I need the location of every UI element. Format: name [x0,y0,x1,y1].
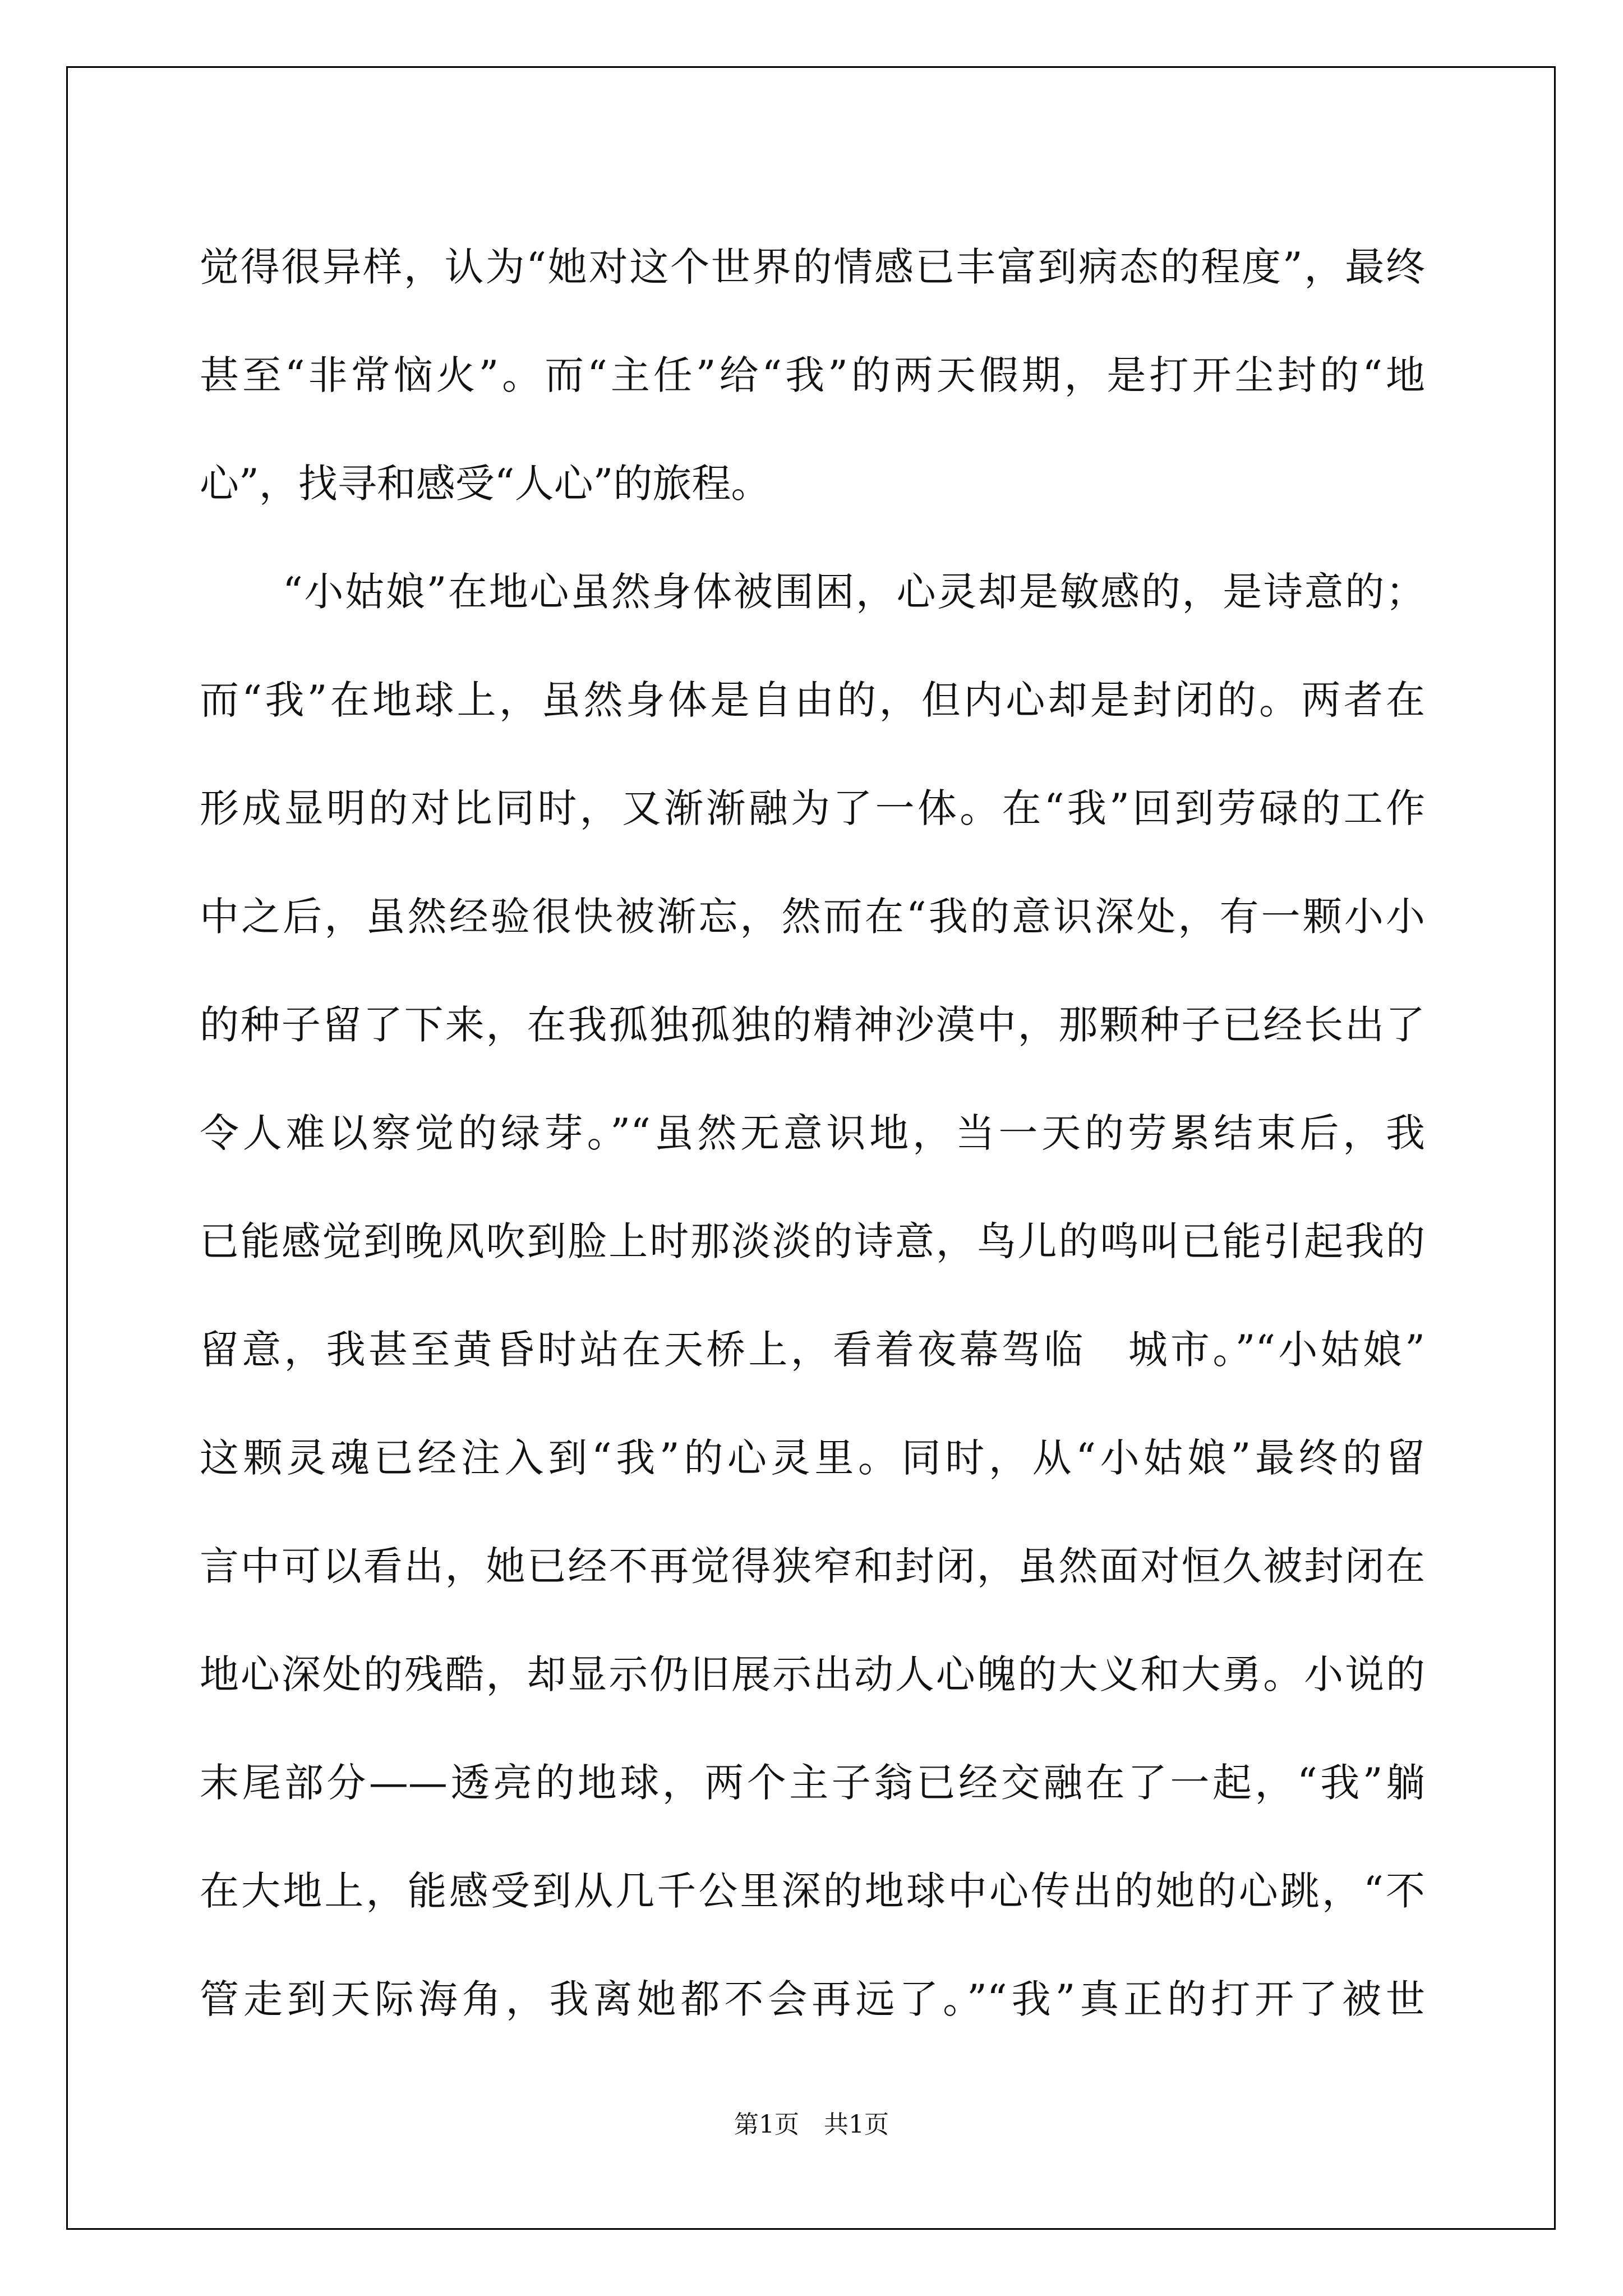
text-line: 形成显明的对比同时，又渐渐融为了一体。在“我”回到劳碌的工作 [200,785,1425,831]
text-line: 而“我”在地球上，虽然身体是自由的，但内心却是封闭的。两者在 [200,677,1425,723]
text-line: 已能感觉到晚风吹到脸上时那淡淡的诗意，鸟儿的鸣叫已能引起我的 [200,1218,1425,1264]
text-line: 中之后，虽然经验很快被渐忘，然而在“我的意识深处，有一颗小小 [200,894,1425,940]
text-line: 甚至“非常恼火”。而“主任”给“我”的两天假期，是打开尘封的“地 [200,352,1425,398]
text-line: 留意，我甚至黄昏时站在天桥上，看着夜幕驾临 城市。”“小姑娘” [200,1327,1425,1373]
text-line: 末尾部分——透亮的地球，两个主子翁已经交融在了一起，“我”躺 [200,1760,1425,1806]
text-line: 觉得很异样，认为“她对这个世界的情感已丰富到病态的程度”，最终 [200,244,1425,290]
text-line: 令人难以察觉的绿芽。”“虽然无意识地，当一天的劳累结束后，我 [200,1110,1425,1156]
text-line: 管走到天际海角，我离她都不会再远了。”“我”真正的打开了被世 [200,1976,1425,2022]
body-text [200,213,1425,2054]
text-line: 心”，找寻和感受“人心”的旅程。 [200,461,771,507]
text-line: 在大地上，能感受到从几千公里深的地球中心传出的她的心跳，“不 [200,1868,1425,1914]
text-line: 言中可以看出，她已经不再觉得狭窄和封闭，虽然面对恒久被封闭在 [200,1543,1425,1589]
page-footer: 第1页 共1页 [734,2110,889,2139]
text-line: 的种子留了下来，在我孤独孤独的精神沙漠中，那颗种子已经长出了 [200,1002,1425,1048]
text-line: 地心深处的残酷，却显示仍旧展示出动人心魄的大义和大勇。小说的 [200,1651,1425,1697]
text-line: “小姑娘”在地心虽然身体被围困，心灵却是敏感的，是诗意的； [283,569,1425,615]
text-line: 这颗灵魂已经注入到“我”的心灵里。同时，从“小姑娘”最终的留 [200,1435,1425,1481]
